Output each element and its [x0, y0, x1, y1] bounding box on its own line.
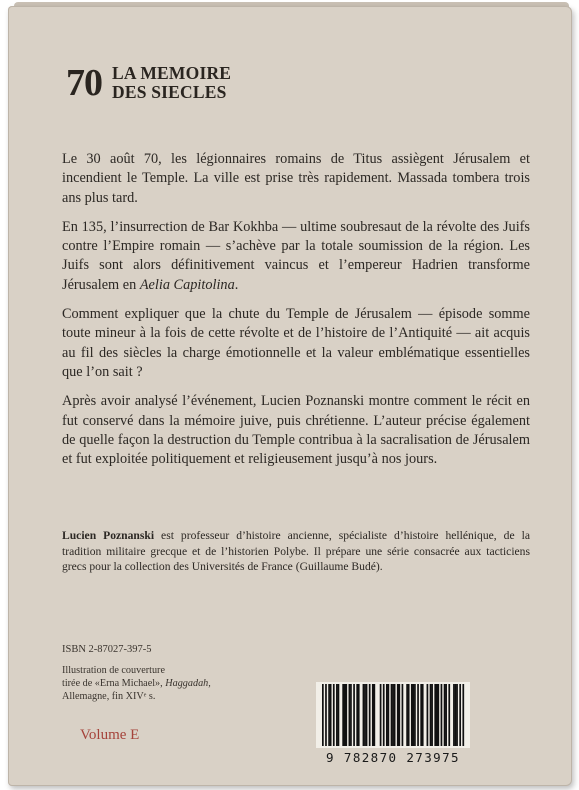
- barcode-bar: [373, 684, 375, 746]
- barcode-bar: [364, 684, 366, 746]
- barcode-bar: [398, 684, 400, 746]
- blurb-paragraph-2-text: En 135, l’insurrection de Bar Kokhba — ultime soubresaut de la révolte des Juifs contre l’Empire romain — s’achève par la totale soumission de la région. Les Juifs sont alors définitivement vaincus et l’empereur Hadrien transforme Jérusalem en: [62, 218, 530, 293]
- barcode-bar: [441, 684, 443, 746]
- barcode-bar: [414, 684, 416, 746]
- barcode-bar: [345, 684, 347, 746]
- series-title: [112, 64, 231, 102]
- barcode-bar: [336, 684, 338, 746]
- barcode-bar: [353, 684, 355, 746]
- barcode-bar: [413, 684, 415, 746]
- barcode-bar: [349, 684, 351, 746]
- credit-line-1: Illustration de couverture: [62, 665, 165, 676]
- barcode-bar: [333, 684, 335, 746]
- barcode-bar: [436, 684, 438, 746]
- aelia-capitolina: Aelia Capitolina: [139, 276, 235, 293]
- barcode-bar: [406, 684, 408, 746]
- barcode-bar: [453, 684, 455, 746]
- barcode-bar: [459, 684, 461, 746]
- barcode-bar: [430, 684, 432, 746]
- author-name: Lucien Poznanski: [62, 529, 155, 542]
- series-title-line2: DES SIECLES: [112, 82, 227, 102]
- credit-line-2-text: tirée de «Erna Michael»,: [62, 678, 166, 689]
- barcode-bar: [342, 684, 344, 746]
- barcode-bar: [444, 684, 446, 746]
- barcode-bar: [411, 684, 413, 746]
- barcode-bar: [363, 684, 365, 746]
- series-header: [66, 64, 231, 102]
- barcode-bar: [356, 684, 358, 746]
- barcode-bar: [434, 684, 436, 746]
- barcode-bar: [456, 684, 458, 746]
- illustration-credit: [62, 664, 211, 703]
- isbn: ISBN 2-87027-397-5: [62, 644, 152, 655]
- barcode-bar: [325, 684, 327, 746]
- barcode-bar: [383, 684, 385, 746]
- barcode-bar: [338, 684, 340, 746]
- barcode-bar: [358, 684, 360, 746]
- credit-line-2: [62, 677, 211, 690]
- barcode-bar: [380, 684, 382, 746]
- blurb-paragraph-3: Comment expliquer que la chute du Temple de Jérusalem — épisode somme toute mineur à la fois de cette révolte et de l’histoire de l’Antiquité — ait acquis au fil des siècles la charge émotionnelle et la valeur emblématique essentielles que l’on sait ?: [62, 306, 530, 380]
- barcode-bar: [408, 684, 410, 746]
- credit-haggadah: Haggadah,: [165, 678, 211, 689]
- barcode-bar: [427, 684, 429, 746]
- series-title-line1: LA MEMOIRE: [112, 63, 232, 83]
- barcode-bar: [417, 684, 419, 746]
- barcode-bar: [455, 684, 457, 746]
- barcode-bar: [431, 684, 433, 746]
- blurb: [62, 150, 530, 479]
- author-bio: [62, 528, 530, 575]
- barcode-digits: 9 782870 273975: [326, 750, 460, 765]
- blurb-paragraph-2-end: .: [234, 276, 239, 293]
- barcode-bar: [391, 684, 393, 746]
- barcode-bar: [420, 684, 422, 746]
- barcode-bar: [366, 684, 368, 746]
- barcode-bar: [350, 684, 352, 746]
- blurb-paragraph-4: Après avoir analysé l’événement, Lucien Poznanski montre comment le récit en fut conservé dans la mémoire juive, puis chrétienne. L’auteur précise également de quelle façon la destruction du Temple contribua à la sacralisation de Jérusalem et fut exploitée politiquement et religieusement jusqu’à nos jours.: [62, 393, 530, 468]
- blurb-paragraph-1: Le 30 août 70, les légionnaires romains de Titus assiègent Jérusalem et incendient le Temple. La ville est prise très rapidement. Massada tombera trois ans plus tard.: [62, 151, 530, 206]
- barcode-bar: [328, 684, 330, 746]
- barcode-bar: [322, 684, 324, 746]
- barcode-bar: [448, 684, 450, 746]
- barcode-bar: [344, 684, 346, 746]
- barcode-bar: [330, 684, 332, 746]
- barcode-bar: [369, 684, 371, 746]
- barcode-bar: [386, 684, 388, 746]
- barcode-bar: [392, 684, 394, 746]
- barcode-bar: [388, 684, 390, 746]
- barcode-bar: [372, 684, 374, 746]
- barcode-bar: [445, 684, 447, 746]
- barcode-bar: [397, 684, 399, 746]
- barcode-bars: [316, 682, 470, 748]
- barcode-bar: [394, 684, 396, 746]
- credit-line-3: Allemagne, fin XIVᵉ s.: [62, 691, 156, 702]
- barcode-bar: [462, 684, 464, 746]
- barcode: [316, 682, 470, 748]
- barcode-bar: [422, 684, 424, 746]
- barcode-bar: [437, 684, 439, 746]
- blurb-paragraph-2: [62, 218, 530, 295]
- series-number: 70: [66, 62, 102, 104]
- author-bio-text: est professeur d’histoire ancienne, spécialiste d’histoire hellénique, de la tradition militaire grecque et de l’historien Polybe. Il prépare une série consacrée aux tacticiens grecs pour la collection des Universités de France (Guillaume Budé).: [62, 529, 530, 573]
- volume-label: Volume E: [80, 727, 140, 743]
- barcode-bar: [402, 684, 404, 746]
